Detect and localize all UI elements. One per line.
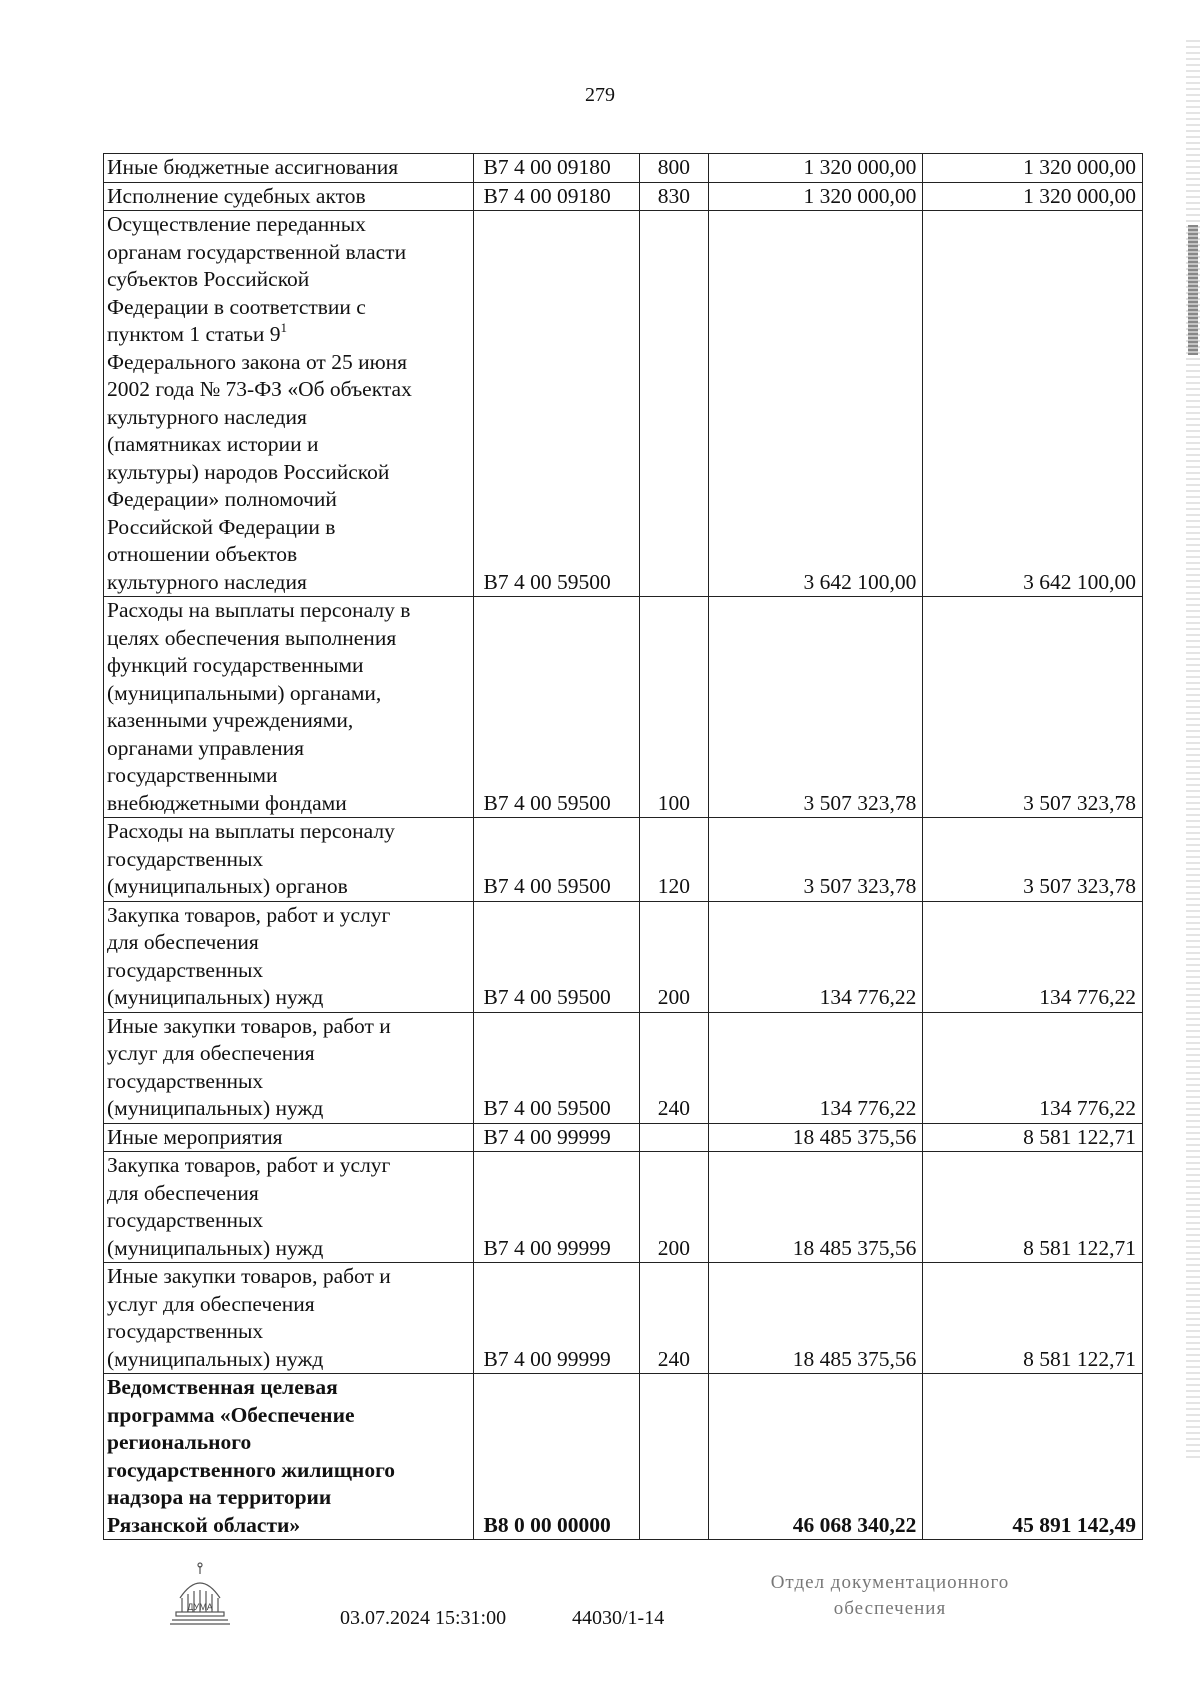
row-vr: 100 [639, 597, 709, 818]
table-row [104, 901, 1143, 1012]
row-sum-2: 8 581 122,71 [923, 1123, 1143, 1152]
row-vr [639, 1374, 709, 1540]
row-sum-2: 8 581 122,71 [923, 1152, 1143, 1263]
row-sum-1: 18 485 375,56 [709, 1123, 923, 1152]
row-vr: 800 [639, 154, 709, 183]
row-sum-2: 3 507 323,78 [923, 597, 1143, 818]
row-vr: 120 [639, 818, 709, 902]
row-code: В7 4 00 99999 [473, 1123, 639, 1152]
row-name: Ведомственная целевая программа «Обеспечение регионального государственного жилищного надзора на территории Рязанской области» [104, 1374, 474, 1540]
row-vr [639, 211, 709, 597]
row-sum-1: 3 642 100,00 [709, 211, 923, 597]
row-sum-1: 3 507 323,78 [709, 818, 923, 902]
row-code: В7 4 00 59500 [473, 818, 639, 902]
budget-table [103, 153, 1143, 1540]
row-code: В7 4 00 59500 [473, 597, 639, 818]
page-number: 279 [585, 84, 615, 106]
table-row [104, 1152, 1143, 1263]
row-name [104, 211, 474, 597]
row-name: Исполнение судебных актов [104, 182, 474, 211]
row-name: Иные бюджетные ассигнования [104, 154, 474, 183]
row-name: Иные закупки товаров, работ и услуг для обеспечения государственных (муниципальных) нужд [104, 1012, 474, 1123]
row-sum-1: 134 776,22 [709, 901, 923, 1012]
row-vr: 830 [639, 182, 709, 211]
row-name: Расходы на выплаты персоналу в целях обеспечения выполнения функций государственными (муниципальными) органами, казенными учреждениями, органами управления государственными внебюджетными фондами [104, 597, 474, 818]
row-code: В7 4 00 59500 [473, 211, 639, 597]
row-code: В7 4 00 59500 [473, 1012, 639, 1123]
row-sum-2: 134 776,22 [923, 1012, 1143, 1123]
row-sum-2: 3 642 100,00 [923, 211, 1143, 597]
row-vr: 240 [639, 1263, 709, 1374]
scan-edge-stripe [1186, 40, 1200, 1460]
table-row [104, 1374, 1143, 1540]
row-vr: 240 [639, 1012, 709, 1123]
row-sum-2: 134 776,22 [923, 901, 1143, 1012]
row-sum-1: 1 320 000,00 [709, 154, 923, 183]
row-vr: 200 [639, 901, 709, 1012]
row-name: Расходы на выплаты персоналу государственных (муниципальных) органов [104, 818, 474, 902]
row-sum-2: 45 891 142,49 [923, 1374, 1143, 1540]
row-sum-1: 134 776,22 [709, 1012, 923, 1123]
row-name: Иные закупки товаров, работ и услуг для обеспечения государственных (муниципальных) нужд [104, 1263, 474, 1374]
row-sum-1: 1 320 000,00 [709, 182, 923, 211]
row-sum-1: 3 507 323,78 [709, 597, 923, 818]
row-name: Иные мероприятия [104, 1123, 474, 1152]
row-code: В7 4 00 59500 [473, 901, 639, 1012]
row-code: В7 4 00 09180 [473, 154, 639, 183]
table-row [104, 154, 1143, 183]
row-sum-1: 46 068 340,22 [709, 1374, 923, 1540]
table-row [104, 1123, 1143, 1152]
duma-logo-icon [168, 1560, 232, 1626]
row-sum-1: 18 485 375,56 [709, 1152, 923, 1263]
row-sum-1: 18 485 375,56 [709, 1263, 923, 1374]
table-row [104, 1012, 1143, 1123]
row-code: В7 4 00 99999 [473, 1152, 639, 1263]
row-code: В8 0 00 00000 [473, 1374, 639, 1540]
row-vr: 200 [639, 1152, 709, 1263]
row-name: Закупка товаров, работ и услуг для обеспечения государственных (муниципальных) нужд [104, 1152, 474, 1263]
row-name-text: Федерального закона от 25 июня 2002 года № 73-ФЗ «Об объектах культурного наследия (памятниках истории и культуры) народов Российской Федерации» полномочий Российской Федерации в отношении объектов культурного наследия [107, 349, 412, 594]
table-row [104, 182, 1143, 211]
row-sum-2: 3 507 323,78 [923, 818, 1143, 902]
stamp-line-2: обеспечения [833, 1598, 947, 1619]
table-row [104, 597, 1143, 818]
department-stamp [740, 1570, 1040, 1622]
row-name-text: Осуществление переданных органам государственной власти субъектов Российской Федерации в соответствии с пунктом 1 статьи 9 [107, 212, 407, 346]
row-sum-2: 1 320 000,00 [923, 182, 1143, 211]
scan-edge-mark [1188, 225, 1198, 355]
row-sum-2: 8 581 122,71 [923, 1263, 1143, 1374]
logo-text: ДУМА [187, 1602, 213, 1612]
registration-number: 44030/1-14 [572, 1607, 665, 1629]
row-sum-2: 1 320 000,00 [923, 154, 1143, 183]
table-row [104, 818, 1143, 902]
row-code: В7 4 00 09180 [473, 182, 639, 211]
registration-date: 03.07.2024 15:31:00 [340, 1607, 507, 1629]
table-row [104, 1263, 1143, 1374]
row-code: В7 4 00 99999 [473, 1263, 639, 1374]
table-row [104, 211, 1143, 597]
row-vr [639, 1123, 709, 1152]
stamp-line-1: Отдел документационного [770, 1572, 1010, 1593]
row-name-superscript: 1 [280, 320, 288, 335]
row-name: Закупка товаров, работ и услуг для обеспечения государственных (муниципальных) нужд [104, 901, 474, 1012]
